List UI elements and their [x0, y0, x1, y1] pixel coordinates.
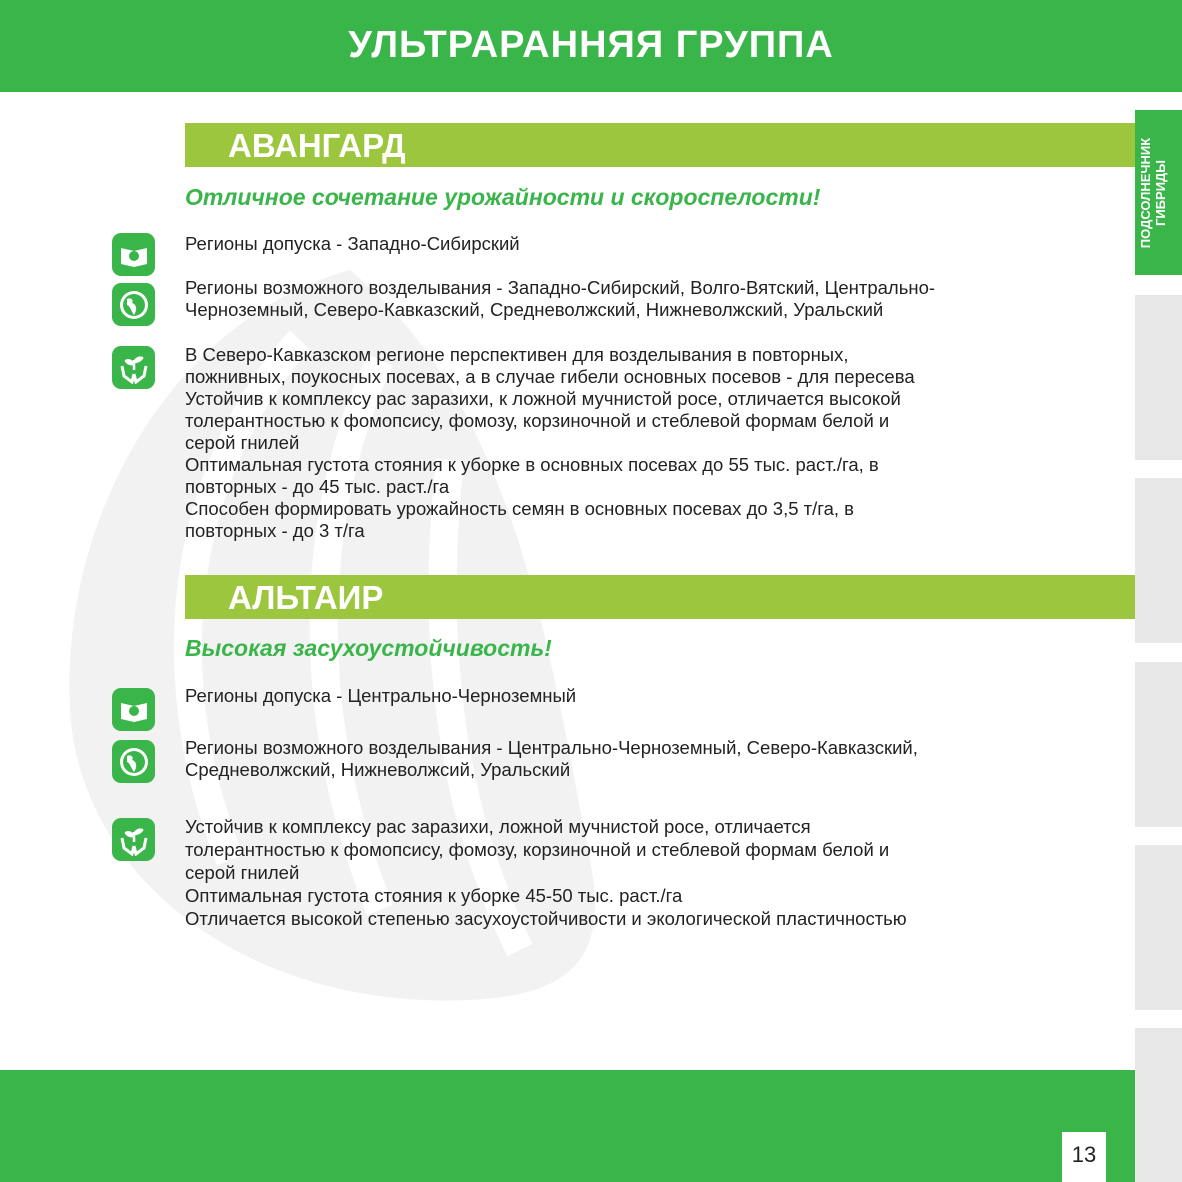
cultivation-regions: Регионы возможного возделывания - Центрально-Черноземный, Северо-Кавказский, Средневолжский, Нижневолжсий, Уральский [185, 737, 918, 780]
hybrid-title: АЛЬТАИР [185, 575, 1135, 619]
side-tab-label: ПОДСОЛНЕЧНИК ГИБРИДЫ [1138, 137, 1168, 249]
book-emblem-icon [112, 233, 155, 276]
hybrid-title: АВАНГАРД [185, 123, 1135, 167]
cultivation-regions: Регионы возможного возделывания - Западно-Сибирский, Волго-Вятский, Центрально- Черноземный, Северо-Кавказский, Средневолжский, Нижневолжский, Уральский [185, 277, 936, 320]
hybrid-tagline: Отличное сочетание урожайности и скороспелости! [185, 184, 821, 210]
globe-icon [112, 283, 155, 326]
feature-item: Оптимальная густота стояния к уборке 45-50 тыс. раст./га [185, 885, 683, 906]
book-emblem-icon [112, 688, 155, 731]
feature-item: Способен формировать урожайность семян в основных посевах до 3,5 т/га, в повторных - до 3 т/га [185, 498, 854, 541]
feature-item: В Северо-Кавказском регионе перспективен для возделывания в повторных, пожнивных, поукосных посевах, а в случае гибели основных посевов - для пересева [185, 344, 915, 387]
side-tab[interactable] [1135, 1028, 1182, 1182]
features [185, 344, 915, 542]
side-tab[interactable] [1135, 662, 1182, 827]
feature-item: Устойчив к комплексу рас заразихи, ложной мучнистой росе, отличается толерантностью к фомопсису, фомозу, корзиночной и стеблевой формам белой и серой гнилей [185, 816, 890, 883]
side-tab[interactable] [1135, 295, 1182, 460]
feature-item: Оптимальная густота стояния к уборке в основных посевах до 55 тыс. раст./га, в повторных - до 45 тыс. раст./га [185, 454, 879, 497]
side-tab[interactable] [1135, 478, 1182, 643]
admission-regions: Регионы допуска - Центрально-Черноземный [185, 685, 577, 706]
features [185, 815, 907, 930]
page-header: УЛЬТРАРАННЯЯ ГРУППА [0, 0, 1182, 92]
feature-item: Отличается высокой степенью засухоустойчивости и экологической пластичностью [185, 908, 907, 929]
page-number: 13 [1062, 1132, 1106, 1182]
globe-icon [112, 740, 155, 783]
plant-hands-icon [112, 346, 155, 389]
admission-regions: Регионы допуска - Западно-Сибирский [185, 233, 520, 254]
plant-hands-icon [112, 818, 155, 861]
side-tab[interactable] [1135, 845, 1182, 1010]
hybrid-tagline: Высокая засухоустойчивость! [185, 635, 552, 661]
feature-item: Устойчив к комплексу рас заразихи, к ложной мучнистой росе, отличается высокой толерантностью к фомопсису, фомозу, корзиночной и стеблевой формам белой и серой гнилей [185, 388, 901, 453]
footer-bar [0, 1070, 1135, 1182]
